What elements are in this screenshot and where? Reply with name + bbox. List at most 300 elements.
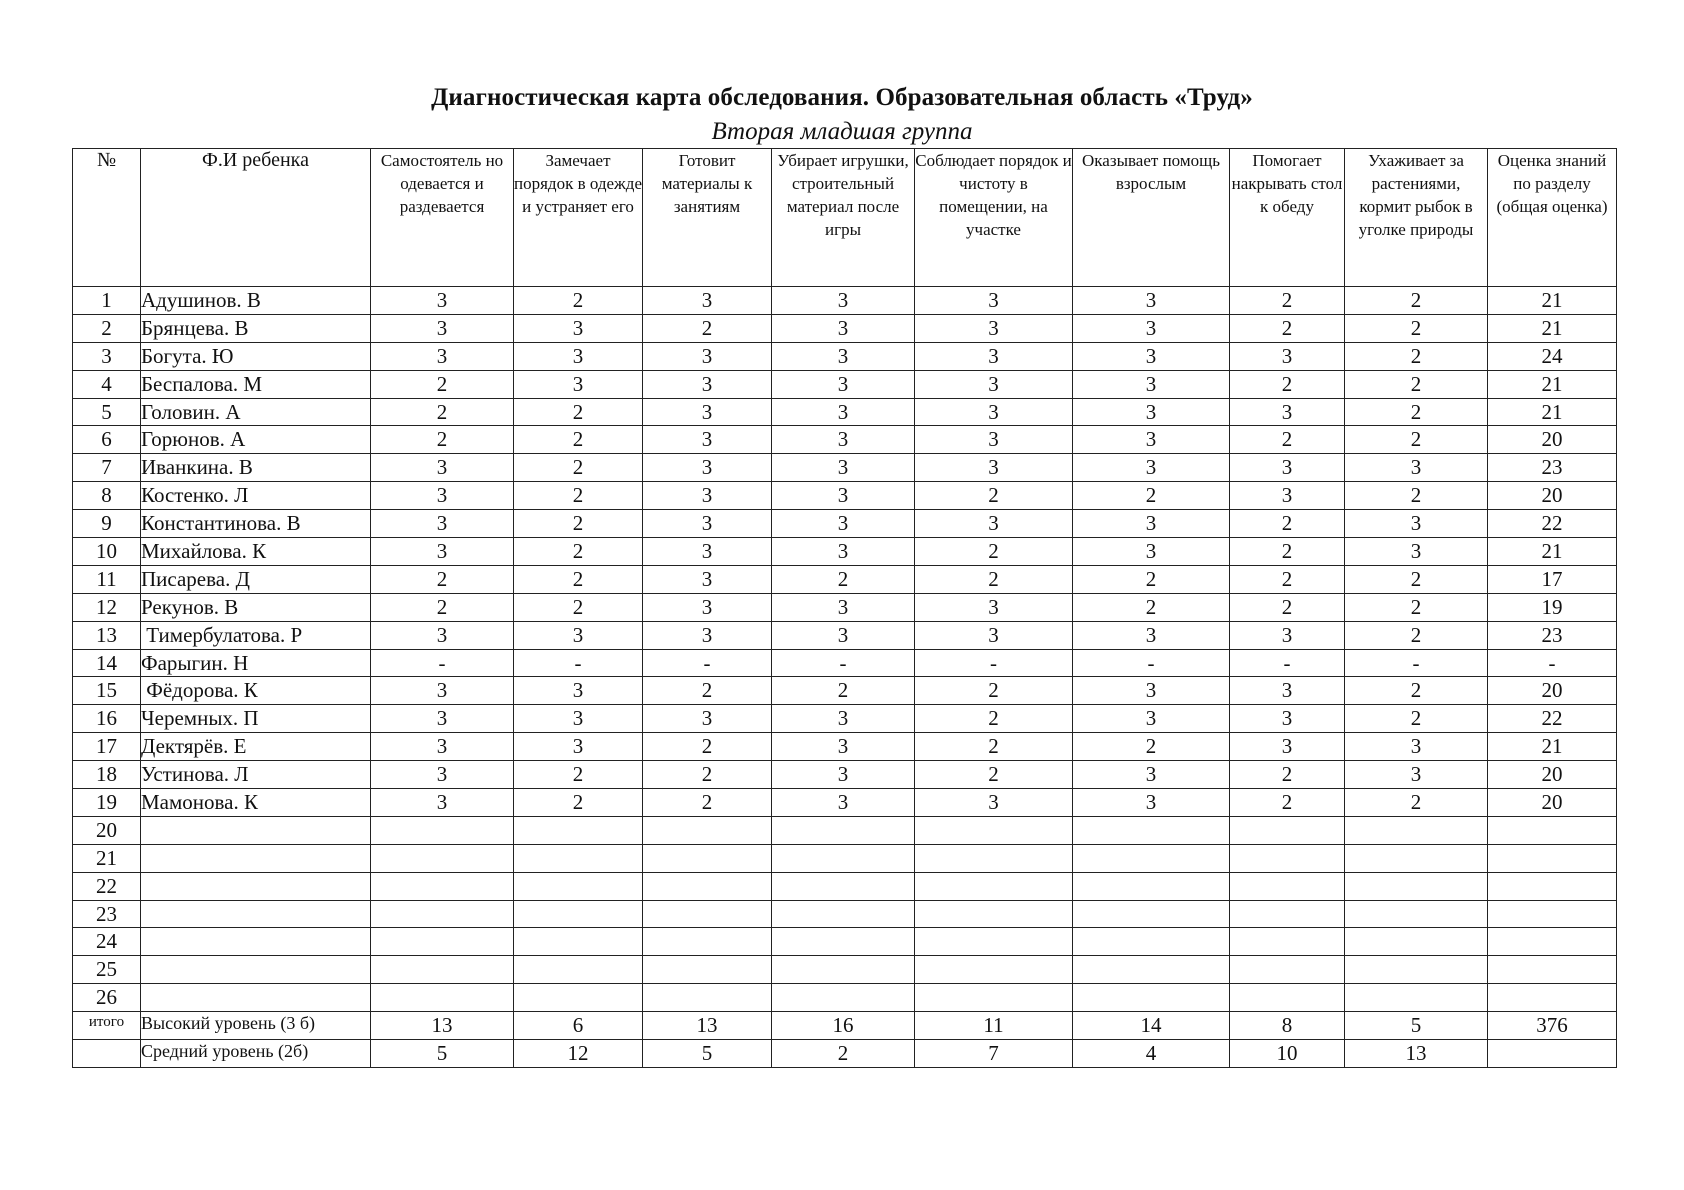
score-cell: 2 <box>1230 426 1345 454</box>
score-cell <box>915 928 1073 956</box>
row-number: 4 <box>73 370 141 398</box>
score-cell: 2 <box>1345 314 1488 342</box>
score-cell: 3 <box>1345 454 1488 482</box>
table-row <box>73 816 1617 844</box>
document-title: Диагностическая карта обследования. Образовательная область «Труд» <box>431 84 1253 111</box>
score-cell <box>1345 900 1488 928</box>
high-level-value: 376 <box>1488 1012 1617 1040</box>
score-cell: 3 <box>514 705 643 733</box>
score-cell: 2 <box>915 733 1073 761</box>
score-cell: 2 <box>514 482 643 510</box>
score-cell <box>1230 928 1345 956</box>
total-score <box>1488 816 1617 844</box>
total-score: 23 <box>1488 621 1617 649</box>
document-subtitle: Вторая младшая группа <box>711 118 973 145</box>
score-cell: 3 <box>772 314 915 342</box>
table-row <box>73 426 1617 454</box>
diagnostic-table <box>72 148 1617 1068</box>
score-cell: 3 <box>514 677 643 705</box>
table-row <box>73 314 1617 342</box>
score-cell <box>772 844 915 872</box>
table-row <box>73 844 1617 872</box>
total-score: 22 <box>1488 705 1617 733</box>
table-row <box>73 984 1617 1012</box>
high-level-value: 6 <box>514 1012 643 1040</box>
score-cell: 3 <box>772 482 915 510</box>
header-criterion: Соблюдает порядок и чистоту в помещении, на участке <box>915 149 1073 287</box>
high-level-value: 11 <box>915 1012 1073 1040</box>
row-number: 19 <box>73 789 141 817</box>
score-cell <box>514 844 643 872</box>
total-score <box>1488 928 1617 956</box>
score-cell <box>915 984 1073 1012</box>
score-cell: - <box>1073 649 1230 677</box>
table-row <box>73 370 1617 398</box>
score-cell <box>1073 956 1230 984</box>
score-cell <box>1073 816 1230 844</box>
row-number: 26 <box>73 984 141 1012</box>
score-cell: 2 <box>643 733 772 761</box>
score-cell <box>371 816 514 844</box>
child-name <box>141 872 371 900</box>
score-cell: 2 <box>1345 342 1488 370</box>
score-cell: 3 <box>915 593 1073 621</box>
table-row <box>73 677 1617 705</box>
total-score: 21 <box>1488 287 1617 315</box>
score-cell: 2 <box>371 426 514 454</box>
child-name: Тимербулатова. Р <box>141 621 371 649</box>
score-cell: 3 <box>915 426 1073 454</box>
score-cell: 2 <box>514 454 643 482</box>
score-cell: 3 <box>772 593 915 621</box>
table-row <box>73 872 1617 900</box>
totals-mid-row <box>73 1040 1617 1068</box>
row-number: 10 <box>73 538 141 566</box>
child-name <box>141 984 371 1012</box>
child-name <box>141 928 371 956</box>
total-score: 21 <box>1488 314 1617 342</box>
score-cell: 3 <box>772 398 915 426</box>
score-cell: 3 <box>1073 314 1230 342</box>
header-total-score: Оценка знаний по разделу (общая оценка) <box>1488 149 1617 287</box>
score-cell: 3 <box>772 621 915 649</box>
score-cell <box>514 872 643 900</box>
header-num: № <box>73 149 141 287</box>
score-cell <box>643 928 772 956</box>
score-cell <box>915 816 1073 844</box>
score-cell: 3 <box>643 538 772 566</box>
score-cell: 2 <box>514 398 643 426</box>
score-cell: 2 <box>371 370 514 398</box>
score-cell: 3 <box>772 426 915 454</box>
header-criterion: Убирает игрушки, строительный материал после игры <box>772 149 915 287</box>
score-cell: 2 <box>772 565 915 593</box>
score-cell: 2 <box>1073 565 1230 593</box>
total-score: 20 <box>1488 789 1617 817</box>
score-cell <box>1345 928 1488 956</box>
score-cell: - <box>1345 649 1488 677</box>
total-score: 21 <box>1488 370 1617 398</box>
score-cell: 3 <box>1345 761 1488 789</box>
score-cell: 3 <box>514 314 643 342</box>
score-cell: 2 <box>643 314 772 342</box>
itogo-label: итого <box>73 1012 141 1040</box>
score-cell: 2 <box>1345 593 1488 621</box>
score-cell: 2 <box>371 593 514 621</box>
table-row <box>73 342 1617 370</box>
score-cell <box>915 956 1073 984</box>
child-name <box>141 900 371 928</box>
score-cell: - <box>643 649 772 677</box>
score-cell <box>514 816 643 844</box>
score-cell: 3 <box>1073 510 1230 538</box>
score-cell <box>643 844 772 872</box>
score-cell: - <box>371 649 514 677</box>
score-cell: 2 <box>1345 705 1488 733</box>
table-row <box>73 761 1617 789</box>
score-cell: 3 <box>772 287 915 315</box>
score-cell: 2 <box>915 565 1073 593</box>
score-cell: 2 <box>514 287 643 315</box>
row-number: 13 <box>73 621 141 649</box>
row-number: 17 <box>73 733 141 761</box>
child-name: Горюнов. А <box>141 426 371 454</box>
score-cell: 2 <box>1345 287 1488 315</box>
score-cell: 2 <box>1230 761 1345 789</box>
mid-level-label: Средний уровень (2б) <box>141 1040 371 1068</box>
score-cell <box>1230 900 1345 928</box>
score-cell: 3 <box>915 398 1073 426</box>
score-cell <box>371 984 514 1012</box>
table-row <box>73 454 1617 482</box>
totals-high-row <box>73 1012 1617 1040</box>
score-cell <box>1345 872 1488 900</box>
score-cell <box>772 900 915 928</box>
score-cell: 2 <box>1345 565 1488 593</box>
score-cell: 3 <box>643 621 772 649</box>
score-cell: 3 <box>915 510 1073 538</box>
child-name: Богута. Ю <box>141 342 371 370</box>
score-cell: 3 <box>1230 342 1345 370</box>
score-cell: 3 <box>1073 789 1230 817</box>
row-number: 8 <box>73 482 141 510</box>
score-cell: 3 <box>1230 398 1345 426</box>
total-score: 23 <box>1488 454 1617 482</box>
total-score <box>1488 844 1617 872</box>
score-cell <box>1073 900 1230 928</box>
score-cell: 3 <box>915 314 1073 342</box>
mid-level-value: 4 <box>1073 1040 1230 1068</box>
score-cell: 2 <box>371 565 514 593</box>
child-name: Брянцева. В <box>141 314 371 342</box>
score-cell: 3 <box>915 454 1073 482</box>
score-cell <box>514 928 643 956</box>
mid-level-value: 7 <box>915 1040 1073 1068</box>
score-cell <box>1345 984 1488 1012</box>
header-name: Ф.И ребенка <box>141 149 371 287</box>
score-cell: 3 <box>514 342 643 370</box>
score-cell <box>514 900 643 928</box>
score-cell <box>371 928 514 956</box>
score-cell: 3 <box>371 789 514 817</box>
header-criterion: Замечает порядок в одежде и устраняет его <box>514 149 643 287</box>
score-cell: 2 <box>643 761 772 789</box>
score-cell: 3 <box>371 342 514 370</box>
mid-level-value <box>1488 1040 1617 1068</box>
score-cell: 3 <box>1345 510 1488 538</box>
row-number: 1 <box>73 287 141 315</box>
score-cell: 3 <box>371 761 514 789</box>
header-criterion: Оказывает помощь взрослым <box>1073 149 1230 287</box>
total-score: 21 <box>1488 398 1617 426</box>
score-cell: 2 <box>915 705 1073 733</box>
score-cell: 3 <box>1230 482 1345 510</box>
score-cell: 3 <box>371 287 514 315</box>
total-score <box>1488 900 1617 928</box>
score-cell: 3 <box>1230 677 1345 705</box>
total-score <box>1488 956 1617 984</box>
score-cell: 2 <box>1345 789 1488 817</box>
score-cell: 3 <box>1230 733 1345 761</box>
high-level-value: 14 <box>1073 1012 1230 1040</box>
mid-level-value: 5 <box>643 1040 772 1068</box>
child-name: Костенко. Л <box>141 482 371 510</box>
score-cell: 3 <box>643 593 772 621</box>
row-number: 20 <box>73 816 141 844</box>
score-cell: 3 <box>643 287 772 315</box>
score-cell <box>772 816 915 844</box>
total-score: 17 <box>1488 565 1617 593</box>
score-cell: 3 <box>1073 621 1230 649</box>
table-row <box>73 900 1617 928</box>
score-cell: 3 <box>371 482 514 510</box>
score-cell: 2 <box>643 789 772 817</box>
score-cell: 2 <box>1345 426 1488 454</box>
score-cell <box>1073 984 1230 1012</box>
score-cell: 3 <box>772 761 915 789</box>
table-row <box>73 705 1617 733</box>
score-cell: 3 <box>1345 733 1488 761</box>
score-cell: 2 <box>1230 314 1345 342</box>
score-cell <box>514 984 643 1012</box>
score-cell <box>1345 844 1488 872</box>
score-cell <box>371 872 514 900</box>
score-cell: - <box>1230 649 1345 677</box>
score-cell: 3 <box>1345 538 1488 566</box>
row-number: 18 <box>73 761 141 789</box>
score-cell <box>1230 872 1345 900</box>
row-number: 23 <box>73 900 141 928</box>
row-number: 11 <box>73 565 141 593</box>
total-score: 20 <box>1488 761 1617 789</box>
score-cell: 3 <box>772 510 915 538</box>
score-cell: 3 <box>1073 677 1230 705</box>
score-cell <box>1073 928 1230 956</box>
mid-level-value: 12 <box>514 1040 643 1068</box>
row-number: 3 <box>73 342 141 370</box>
header-criterion: Помогает накрывать стол к обеду <box>1230 149 1345 287</box>
score-cell: 3 <box>1073 426 1230 454</box>
score-cell: 3 <box>371 677 514 705</box>
child-name: Дектярёв. Е <box>141 733 371 761</box>
score-cell <box>1073 844 1230 872</box>
table-row <box>73 789 1617 817</box>
score-cell: 3 <box>1073 454 1230 482</box>
score-cell: 3 <box>514 370 643 398</box>
score-cell <box>772 984 915 1012</box>
score-cell: 3 <box>915 789 1073 817</box>
table-row <box>73 956 1617 984</box>
score-cell: 3 <box>643 426 772 454</box>
score-cell: 3 <box>915 342 1073 370</box>
high-level-value: 16 <box>772 1012 915 1040</box>
row-number: 14 <box>73 649 141 677</box>
score-cell: 3 <box>514 621 643 649</box>
total-score: 21 <box>1488 538 1617 566</box>
total-score: 19 <box>1488 593 1617 621</box>
score-cell <box>371 900 514 928</box>
score-cell: 2 <box>1230 789 1345 817</box>
score-cell: 2 <box>1230 510 1345 538</box>
score-cell: 3 <box>915 621 1073 649</box>
mid-level-value: 2 <box>772 1040 915 1068</box>
score-cell <box>772 928 915 956</box>
score-cell: 2 <box>1345 370 1488 398</box>
score-cell <box>772 872 915 900</box>
table-row <box>73 621 1617 649</box>
score-cell: 3 <box>772 454 915 482</box>
score-cell <box>1230 984 1345 1012</box>
child-name: Константинова. В <box>141 510 371 538</box>
score-cell: 3 <box>915 370 1073 398</box>
score-cell: 3 <box>915 287 1073 315</box>
high-level-value: 13 <box>643 1012 772 1040</box>
table-row <box>73 398 1617 426</box>
table-row <box>73 482 1617 510</box>
score-cell <box>643 900 772 928</box>
score-cell: 3 <box>772 370 915 398</box>
score-cell: 3 <box>643 398 772 426</box>
score-cell: 3 <box>1230 705 1345 733</box>
row-number: 16 <box>73 705 141 733</box>
score-cell: 2 <box>1345 398 1488 426</box>
table-row <box>73 287 1617 315</box>
score-cell: 3 <box>643 510 772 538</box>
child-name: Мамонова. К <box>141 789 371 817</box>
child-name: Фёдорова. К <box>141 677 371 705</box>
score-cell: 2 <box>1345 482 1488 510</box>
score-cell: 2 <box>1073 482 1230 510</box>
table-row <box>73 733 1617 761</box>
score-cell: 3 <box>371 510 514 538</box>
score-cell: 2 <box>643 677 772 705</box>
score-cell <box>915 872 1073 900</box>
child-name <box>141 956 371 984</box>
score-cell: 2 <box>772 677 915 705</box>
score-cell: 3 <box>371 314 514 342</box>
child-name: Фарыгин. Н <box>141 649 371 677</box>
score-cell: 3 <box>772 538 915 566</box>
score-cell: 3 <box>772 789 915 817</box>
score-cell: 2 <box>915 482 1073 510</box>
child-name: Писарева. Д <box>141 565 371 593</box>
score-cell <box>915 844 1073 872</box>
table-row <box>73 593 1617 621</box>
score-cell: 2 <box>915 538 1073 566</box>
row-number: 2 <box>73 314 141 342</box>
mid-level-value: 13 <box>1345 1040 1488 1068</box>
score-cell: 2 <box>1230 538 1345 566</box>
total-score <box>1488 872 1617 900</box>
score-cell: 3 <box>772 733 915 761</box>
score-cell: 2 <box>371 398 514 426</box>
table-row <box>73 538 1617 566</box>
score-cell: 2 <box>514 593 643 621</box>
score-cell: 2 <box>1345 677 1488 705</box>
score-cell: 3 <box>772 342 915 370</box>
row-number: 21 <box>73 844 141 872</box>
header-row <box>73 149 1617 287</box>
score-cell: - <box>915 649 1073 677</box>
child-name: Адушинов. В <box>141 287 371 315</box>
score-cell <box>772 956 915 984</box>
score-cell: 2 <box>1230 593 1345 621</box>
empty-cell <box>73 1040 141 1068</box>
score-cell <box>371 956 514 984</box>
child-name: Беспалова. М <box>141 370 371 398</box>
score-cell: 3 <box>643 370 772 398</box>
score-cell: 2 <box>1230 370 1345 398</box>
score-cell: 3 <box>1230 621 1345 649</box>
mid-level-value: 10 <box>1230 1040 1345 1068</box>
score-cell: 3 <box>1073 538 1230 566</box>
score-cell: 3 <box>772 705 915 733</box>
score-cell: 3 <box>514 733 643 761</box>
score-cell: 2 <box>1073 733 1230 761</box>
total-score: 20 <box>1488 482 1617 510</box>
score-cell: 3 <box>643 482 772 510</box>
score-cell: 3 <box>643 565 772 593</box>
score-cell: 2 <box>915 761 1073 789</box>
score-cell <box>514 956 643 984</box>
score-cell: - <box>772 649 915 677</box>
score-cell <box>643 816 772 844</box>
table-row <box>73 649 1617 677</box>
child-name: Михайлова. К <box>141 538 371 566</box>
total-score: 20 <box>1488 426 1617 454</box>
header-criterion: Готовит материалы к занятиям <box>643 149 772 287</box>
score-cell: 2 <box>514 538 643 566</box>
score-cell: 3 <box>1073 370 1230 398</box>
score-cell: 3 <box>371 733 514 761</box>
child-name <box>141 844 371 872</box>
score-cell <box>1345 956 1488 984</box>
row-number: 6 <box>73 426 141 454</box>
high-level-value: 8 <box>1230 1012 1345 1040</box>
score-cell: 2 <box>514 565 643 593</box>
row-number: 25 <box>73 956 141 984</box>
score-cell: 2 <box>915 677 1073 705</box>
table-row <box>73 510 1617 538</box>
score-cell: 3 <box>371 705 514 733</box>
score-cell: 2 <box>514 789 643 817</box>
header-criterion: Ухаживает за растениями, кормит рыбок в уголке природы <box>1345 149 1488 287</box>
header-criterion: Самостоятель но одевается и раздевается <box>371 149 514 287</box>
score-cell <box>371 844 514 872</box>
row-number: 9 <box>73 510 141 538</box>
score-cell: 3 <box>1073 287 1230 315</box>
score-cell <box>1345 816 1488 844</box>
